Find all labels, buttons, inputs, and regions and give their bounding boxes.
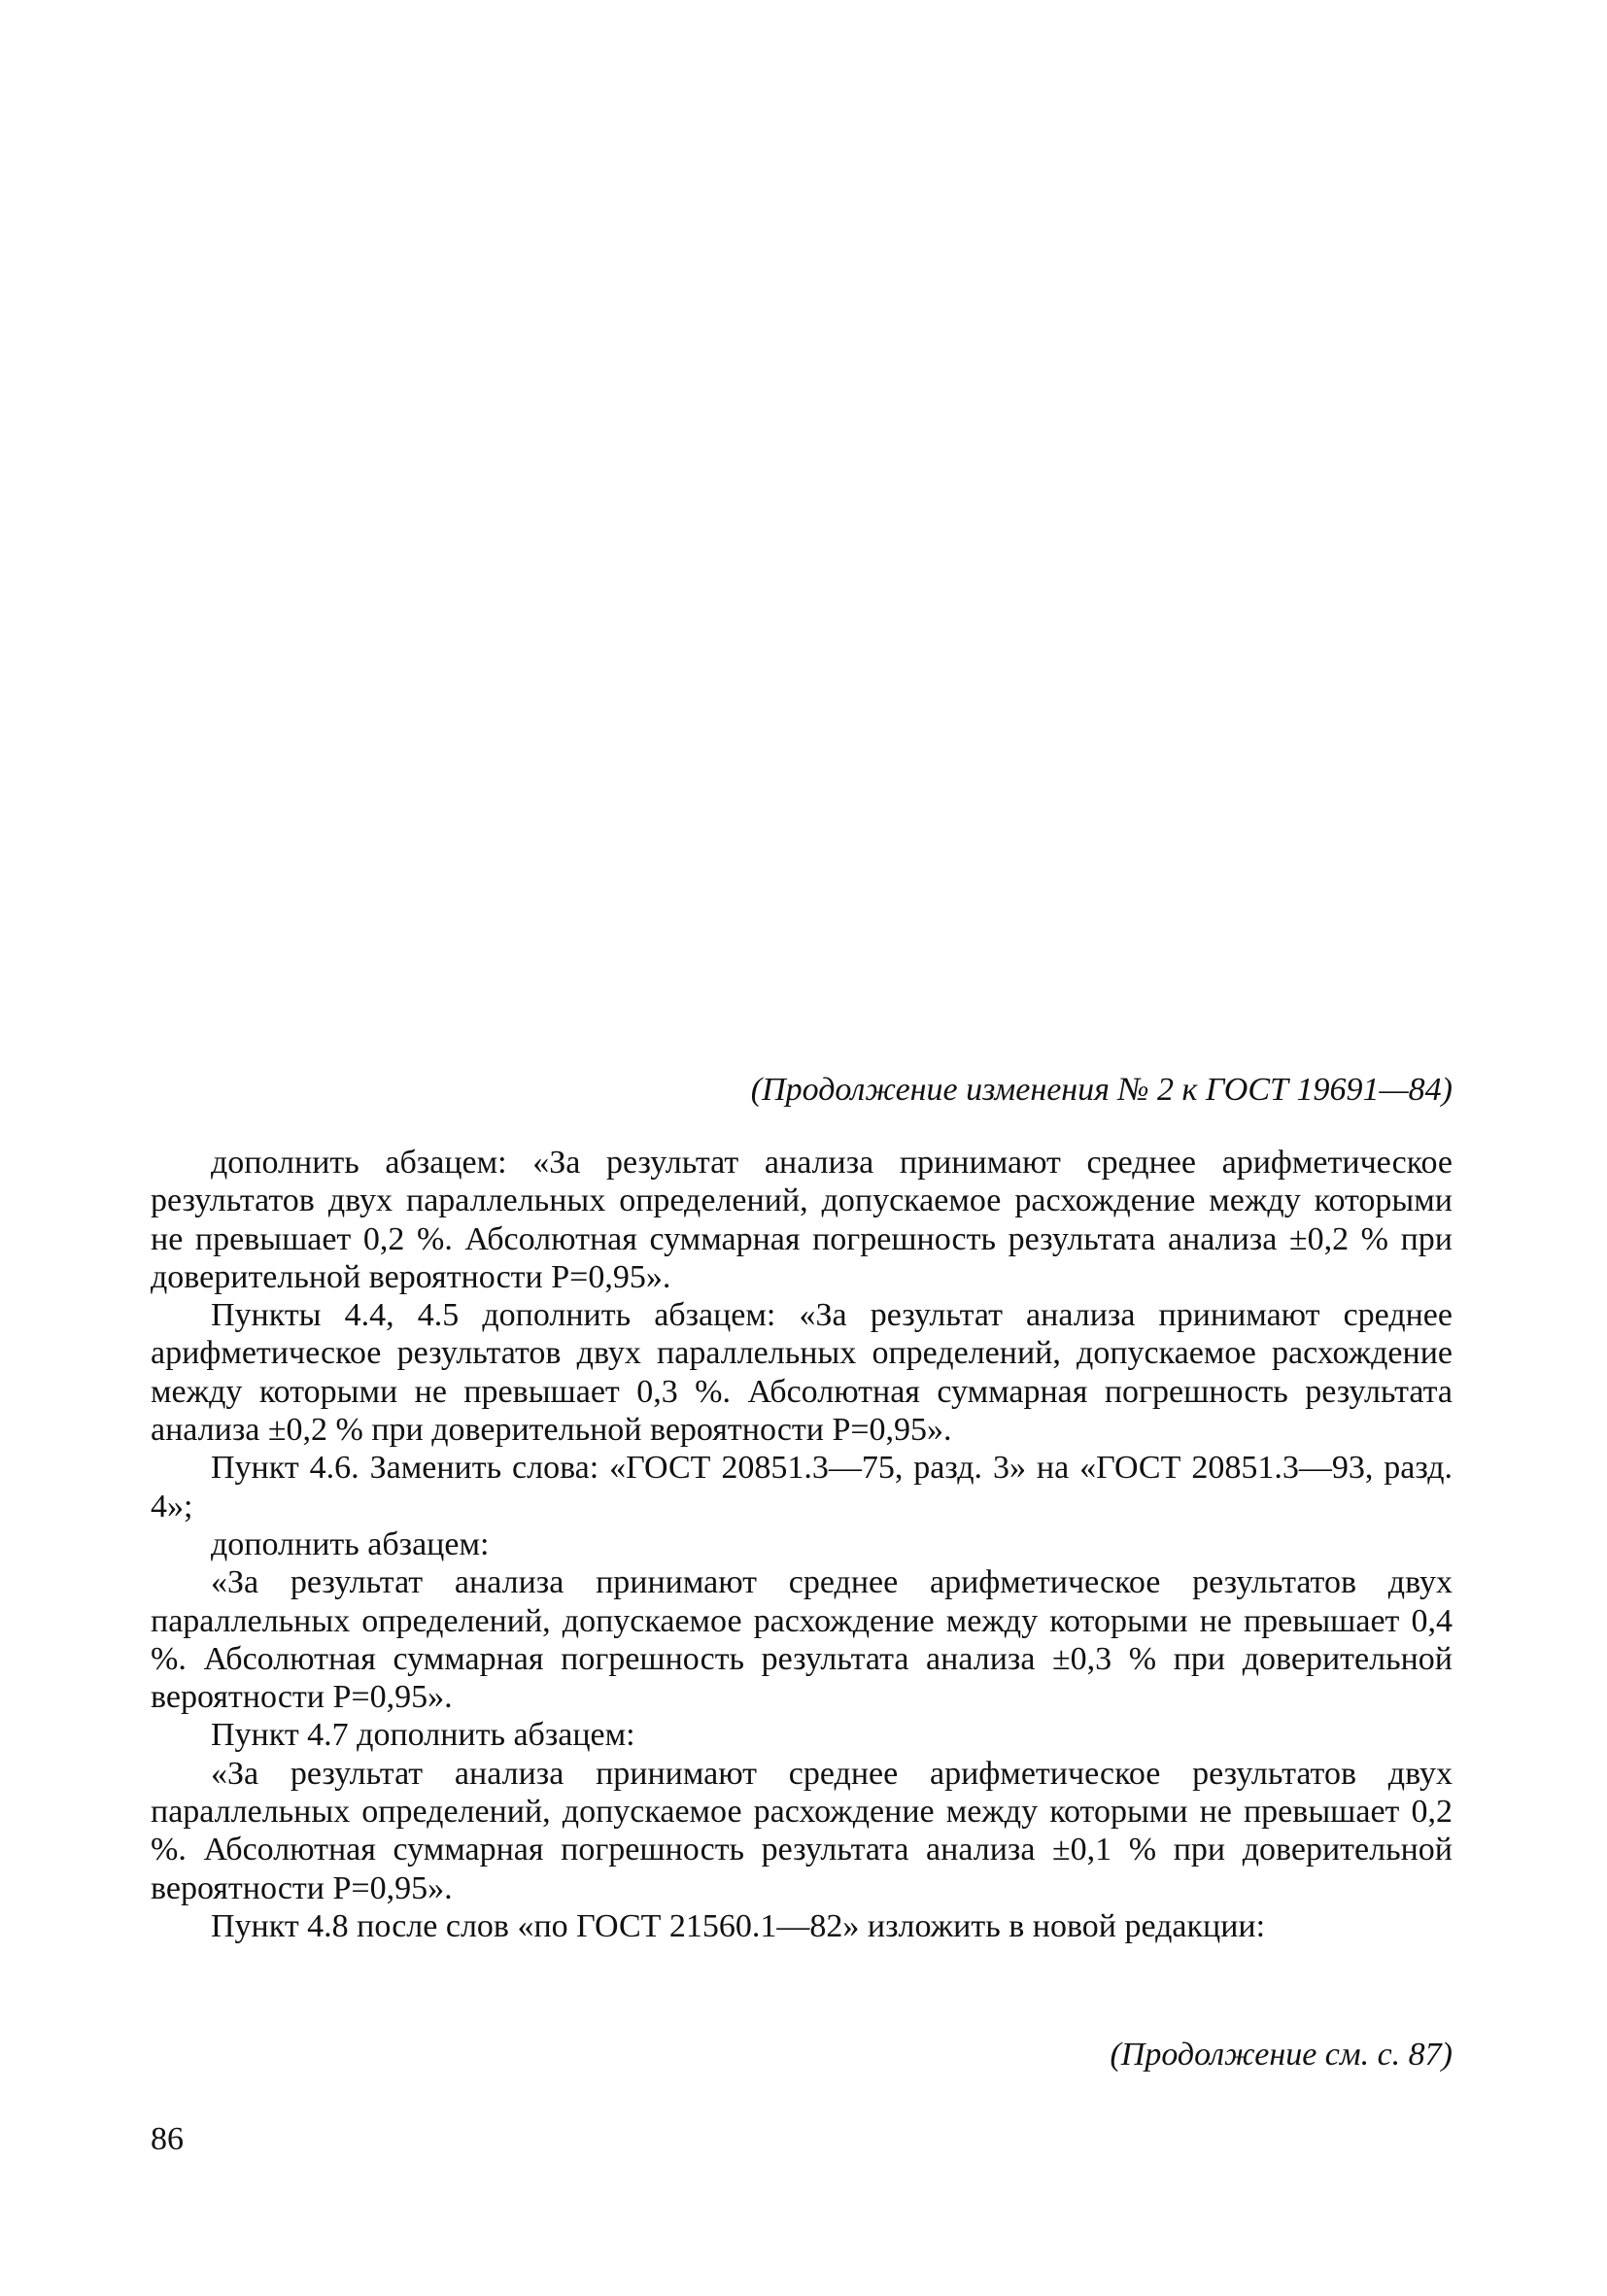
continuation-footer: (Продолжение см. с. 87) — [1110, 2037, 1453, 2073]
paragraph: дополнить абзацем: — [211, 1525, 490, 1562]
paragraph: Пункт 4.7 дополнить абзацем: — [211, 1717, 635, 1754]
paragraph: Пункт 4.8 после слов «по ГОСТ 21560.1—82» изложить в новой редакции: — [211, 1907, 1266, 1944]
page-number: 86 — [151, 2121, 184, 2157]
paragraph: Пункт 4.6. Заменить слова: «ГОСТ 20851.3—75, разд. 3» на «ГОСТ 20851.3—93, разд. 4»; — [151, 1450, 1453, 1525]
paragraph: дополнить абзацем: «За результат анализа принимают среднее арифметическое результатов двух параллельных определений, допускаемое расхождение между которыми не превышает 0,2 %. Абсолютная суммарная погрешность результата анализа ±0,2 % при доверительной вероятности Р=0,95». — [151, 1145, 1453, 1295]
paragraph: Пункты 4.4, 4.5 дополнить абзацем: «За результат анализа принимают среднее арифметическое результатов двух параллельных определений, допускаемое расхождение между которыми не превышает 0,3 %. Абсолютная суммарная погрешность результата анализа ±0,2 % при доверительной вероятности Р=0,95». — [151, 1297, 1453, 1449]
continuation-header: (Продолжение изменения № 2 к ГОСТ 19691—84) — [750, 1072, 1453, 1108]
paragraph: «За результат анализа принимают среднее арифметическое результатов двух параллельных определений, допускаемое расхождение между которыми не превышает 0,4 %. Абсолютная суммарная погрешность результата анализа ±0,3 % при доверительной вероятности Р=0,95». — [151, 1564, 1453, 1716]
document-body — [151, 1144, 1453, 1945]
paragraph: «За результат анализа принимают среднее арифметическое результатов двух параллельных определений, допускаемое расхождение между которыми не превышает 0,2 %. Абсолютная суммарная погрешность результата анализа ±0,1 % при доверительной вероятности Р=0,95». — [151, 1755, 1453, 1906]
